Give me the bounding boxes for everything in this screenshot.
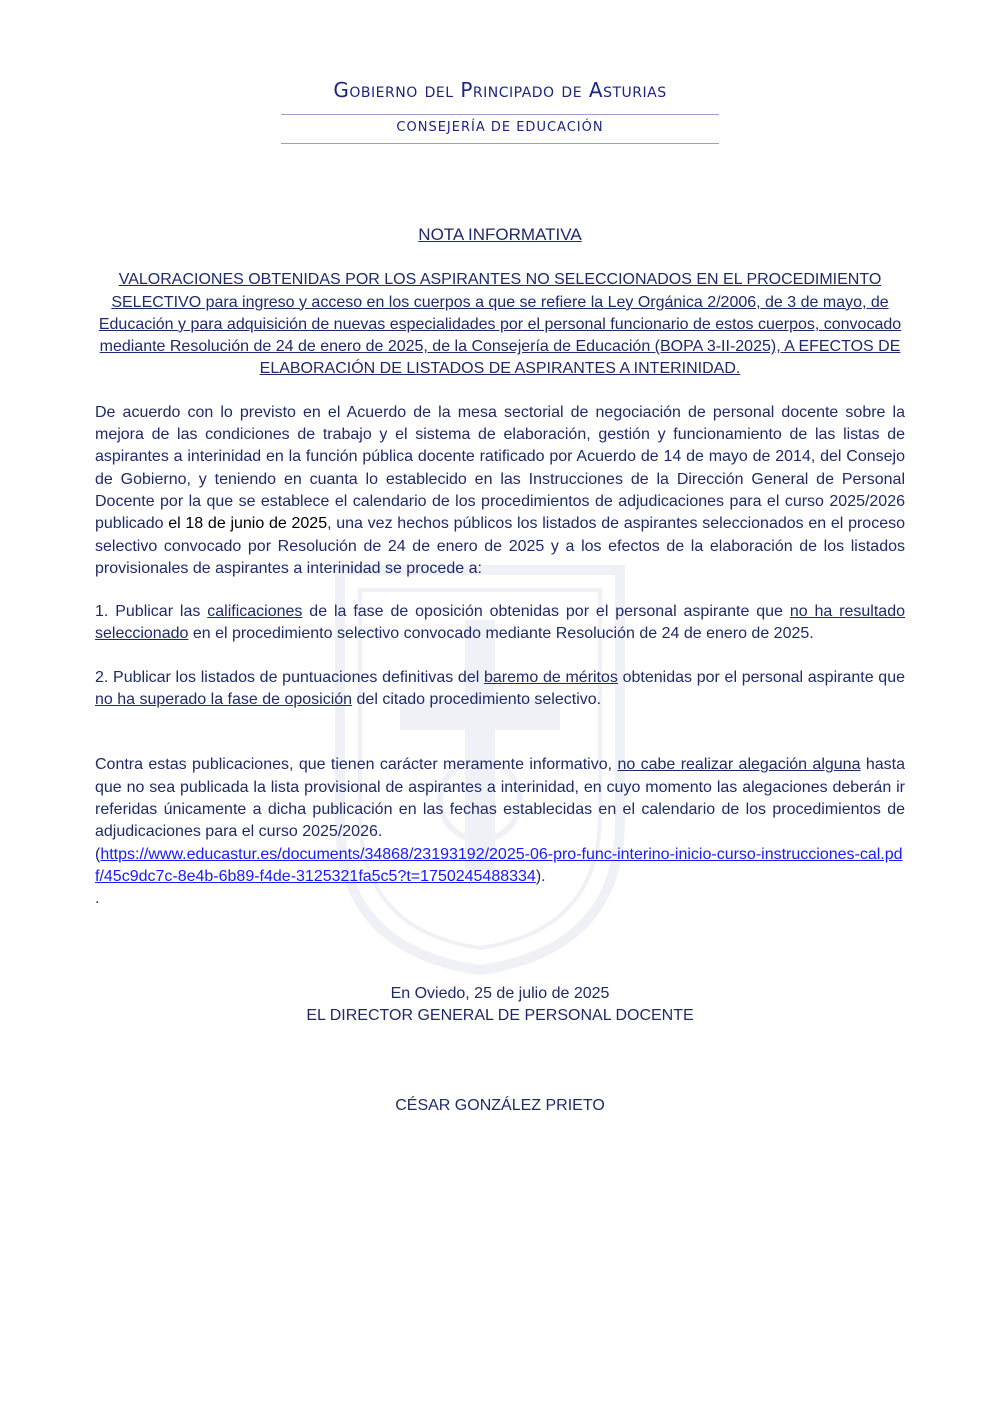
item-2-text-3: del citado procedimiento selectivo. bbox=[352, 691, 602, 709]
item-1-text-2: de la fase de oposición obtenidas por el personal aspirante que bbox=[302, 603, 790, 621]
item-1-text: 1. Publicar las bbox=[95, 603, 208, 621]
intro-text-2: , una vez hechos públicos los listados de aspirantes seleccionados en el proceso selectivo convocado por Resolución de 24 de enero de 2025 y a los efectos de la elaboración de los listados provisionales de aspirantes a interinidad se procede a: bbox=[95, 515, 905, 577]
header-rule-bottom bbox=[281, 143, 719, 144]
instructions-link[interactable]: https://www.educastur.es/documents/34868/23193192/2025-06-pro-func-interino-inicio-curso-instrucciones-cal.pdf/45c9dc7c-8e4b-6b89-f4de-3125321fa5c5?t=1750245488334 bbox=[95, 845, 903, 885]
intro-text-1: De acuerdo con lo previsto en el Acuerdo de la mesa sectorial de negociación de personal docente sobre la mejora de las condiciones de trabajo y el sistema de elaboración, gestión y funcionamiento de las listas de aspirantes a interinidad en la función pública docente ratificado por Acuerdo de 14 de mayo de 2014, del Consejo de Gobierno, y teniendo en cuanta lo establecido en las Instrucciones de la Dirección General de Personal Docente por la que se establece el calendario de los procedimientos de adjudicaciones para el curso 2025/2026 publicado bbox=[95, 403, 905, 533]
notice-emphasis: no cabe realizar alegación alguna bbox=[617, 756, 861, 774]
document-title: NOTA INFORMATIVA bbox=[418, 225, 582, 244]
notice-text-2: hasta que no sea publicada la lista provisional de aspirantes a interinidad, en cuyo momento las alegaciones deberán ir referidas únicamente a dicha publicación en las fechas establecidas en el calendario de los procedimientos de adjudicaciones para el curso 2025/2026. bbox=[95, 756, 905, 841]
document-body bbox=[95, 224, 905, 910]
link-open-paren: ( bbox=[95, 845, 101, 863]
department-name: CONSEJERÍA DE EDUCACIÓN bbox=[396, 120, 604, 135]
government-name: Gobierno del Principado de Asturias bbox=[333, 78, 667, 102]
item-1-paragraph bbox=[95, 601, 905, 646]
item-2-emphasis-baremo: baremo de méritos bbox=[483, 668, 618, 686]
item-2-emphasis-no-superado: no ha superado la fase de oposición bbox=[95, 691, 353, 709]
item-2-text-2: obtenidas por el personal aspirante que bbox=[617, 668, 906, 686]
signature-place-date: En Oviedo, 25 de julio de 2025 bbox=[390, 985, 610, 1002]
intro-date: el 18 de junio de 2025 bbox=[168, 515, 328, 533]
letterhead bbox=[0, 78, 1000, 144]
link-close-paren: ). bbox=[535, 867, 546, 885]
notice-text: Contra estas publicaciones, que tienen carácter meramente informativo, bbox=[95, 756, 618, 774]
item-1-text-3: en el procedimiento selectivo convocado mediante Resolución de 24 de enero de 2025. bbox=[188, 625, 814, 643]
header-rule-top bbox=[281, 114, 719, 115]
item-1-emphasis-no-seleccionado: no ha resultado seleccionado bbox=[95, 603, 905, 643]
trailing-dot: . bbox=[95, 890, 100, 908]
signature-position: EL DIRECTOR GENERAL DE PERSONAL DOCENTE bbox=[306, 1007, 694, 1024]
intro-paragraph bbox=[95, 402, 905, 580]
item-2-paragraph bbox=[95, 667, 905, 712]
signature-name: CÉSAR GONZÁLEZ PRIETO bbox=[395, 1097, 605, 1114]
item-2-text: 2. Publicar los listados de puntuaciones definitivas del bbox=[95, 668, 484, 686]
document-subject: VALORACIONES OBTENIDAS POR LOS ASPIRANTES NO SELECCIONADOS EN EL PROCEDIMIENTO SELECTIVO para ingreso y acceso en los cuerpos a que se refiere la Ley Orgánica 2/2006, de 3 de mayo, de Educación y para adquisición de nuevas especialidades por el personal funcionario de estos cuerpos, convocado mediante Resolución de 24 de enero de 2025, de la Consejería de Educación (BOPA 3-II-2025), A EFECTOS DE ELABORACIÓN DE LISTADOS DE ASPIRANTES A INTERINIDAD. bbox=[98, 271, 902, 378]
spacer bbox=[95, 732, 905, 754]
notice-paragraph bbox=[95, 754, 905, 888]
item-1-emphasis-calificaciones: calificaciones bbox=[207, 603, 303, 621]
